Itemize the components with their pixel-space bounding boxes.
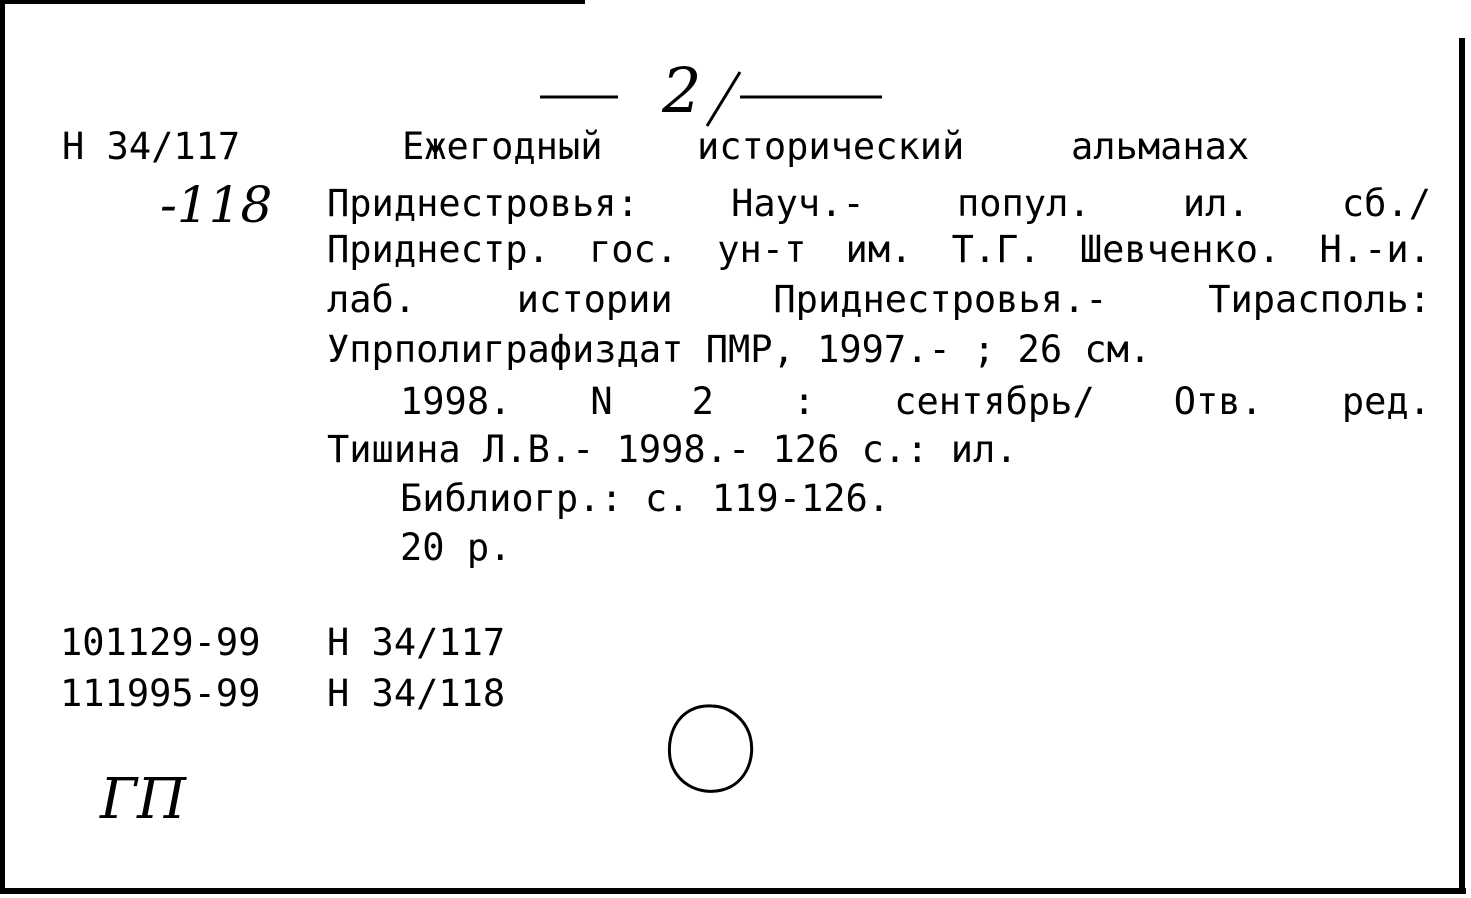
title-word-2: исторический [697,125,965,168]
line3-word: им. [845,228,913,271]
line6-word: сентябрь/ [894,380,1095,423]
line2-word: попул. [956,182,1091,225]
line3-word: Т.Г. [951,228,1041,271]
line2-word: ил. [1182,182,1250,225]
page-number-dash-right [740,94,885,100]
shelfmark: Н 34/117 [62,125,241,168]
accession-shelf-1: Н 34/117 [327,621,506,664]
line4-word: лаб. [327,278,417,321]
page-number-stroke [695,70,745,130]
bibliography-note: Библиогр.: с. 119-126. [400,477,891,520]
handwritten-mark: ГП [100,767,186,832]
line4-word: истории [516,278,673,321]
line2-word: сб./ [1341,182,1431,225]
accession-number-2: 111995-99 [60,672,261,715]
line3-word: гос. [588,228,679,271]
card-border-top [0,0,585,4]
line6-word: : [792,380,816,423]
entry-line-5: Упрполиграфиздат ПМР, 1997.- ; 26 см. [327,328,1152,371]
line2-word: Приднестровья: [327,182,639,225]
accession-number-1: 101129-99 [60,621,261,664]
page-number: 2 [662,54,702,127]
entry-line-2 [327,182,1431,225]
line6-word: N [590,380,613,423]
handwritten-circle-icon [660,700,760,800]
title-word-3: альманах [1071,125,1250,168]
line3-word: ун-т [717,228,807,271]
line6-word: ред. [1341,380,1431,423]
accession-shelf-2: Н 34/118 [327,672,506,715]
title-word-1: Ежегодный [402,125,603,168]
line6-word: 1998. [400,380,512,423]
line6-word: Отв. [1173,380,1263,423]
line2-word: Науч.- [731,182,865,225]
entry-line-3 [327,228,1431,271]
price-note: 20 р. [400,526,512,569]
card-border-left [0,0,5,893]
card-border-right [1459,38,1465,894]
line3-word: Шевченко. [1079,228,1281,271]
page-number-dash-left [540,94,620,100]
line3-word: Приднестр. [327,228,550,271]
entry-line-7: Тишина Л.В.- 1998.- 126 с.: ил. [327,428,1018,471]
line3-word: Н.-и. [1319,228,1431,271]
line6-word: 2 [691,380,714,423]
card-border-bottom [0,888,1466,894]
entry-line-4 [327,278,1431,321]
entry-line-6 [400,380,1431,423]
shelfmark-handwritten-addition: -118 [160,176,273,234]
line4-word: Тирасполь: [1208,278,1431,321]
line4-word: Приднестровья.- [773,278,1108,321]
